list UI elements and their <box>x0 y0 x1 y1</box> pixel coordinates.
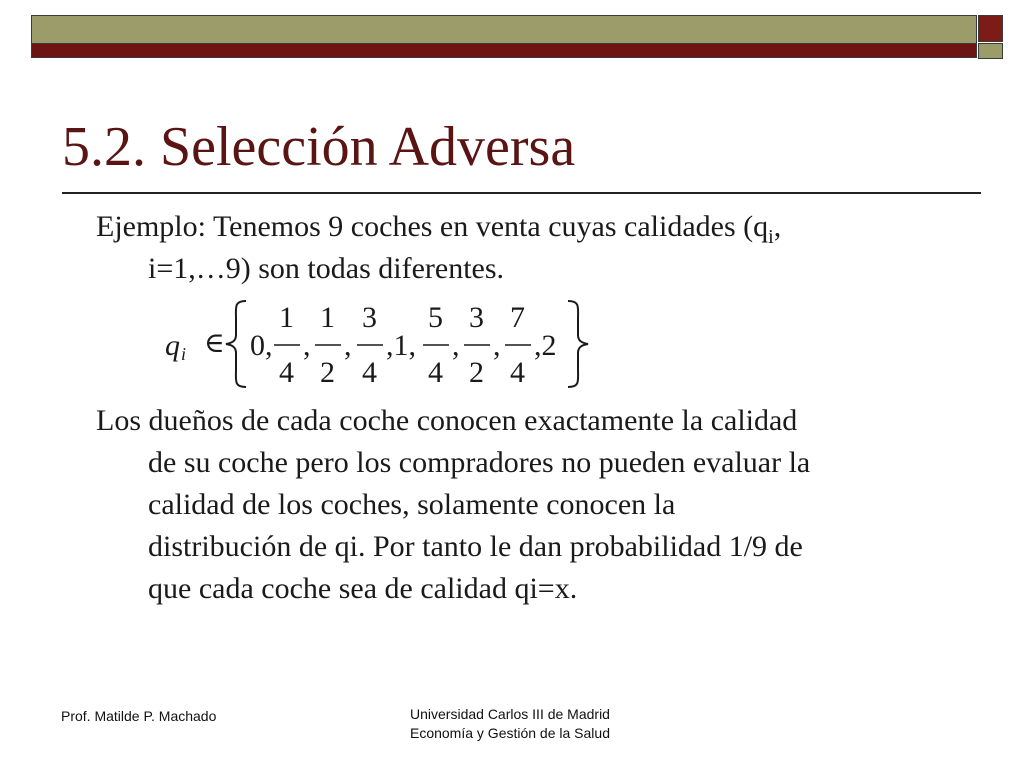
footer-university: Universidad Carlos III de Madrid <box>410 706 610 722</box>
right-brace <box>568 301 588 387</box>
frac2-num: 1 <box>320 301 335 334</box>
frac3-den: 4 <box>362 356 377 389</box>
frac1-num: 1 <box>279 301 294 334</box>
formula-variable: q <box>165 329 180 362</box>
explanation-line-5: que cada coche sea de calidad qi=x. <box>148 572 578 605</box>
header-bar-stripe <box>32 43 976 57</box>
header-bar <box>31 15 977 58</box>
comma-4: , <box>452 329 460 362</box>
footer-author: Prof. Matilde P. Machado <box>61 708 217 724</box>
token-one: ,1, <box>386 329 416 362</box>
corner-square-dark <box>978 15 1003 42</box>
frac1-den: 4 <box>279 356 294 389</box>
formula-subscript: i <box>181 344 187 364</box>
formula-element-of: ∈ <box>204 328 225 359</box>
explanation-line-4: distribución de qi. Por tanto le dan probabilidad 1/9 de <box>148 530 803 563</box>
frac2-den: 2 <box>320 356 335 389</box>
footer-institution <box>386 705 634 743</box>
example-line-1: Ejemplo: Tenemos 9 coches en venta cuyas calidades ($q_i$, <box>96 210 782 248</box>
frac6-num: 7 <box>510 301 525 334</box>
token-zero: 0, <box>250 329 273 362</box>
frac3-num: 3 <box>362 301 377 334</box>
frac4-den: 4 <box>428 356 443 389</box>
frac6-den: 4 <box>510 356 525 389</box>
example-paragraph <box>96 206 781 290</box>
frac5-den: 2 <box>469 356 484 389</box>
title-divider <box>62 192 981 194</box>
left-brace <box>226 301 246 387</box>
corner-square-light <box>978 43 1003 59</box>
explanation-line-2: de su coche pero los compradores no pueden evaluar la <box>148 446 811 479</box>
comma-2: , <box>344 329 352 362</box>
token-two: ,2 <box>534 329 557 362</box>
explanation-line-1: Los dueños de cada coche conocen exactamente la calidad <box>96 404 798 437</box>
quality-set-formula <box>160 297 600 391</box>
comma-1: , <box>303 329 311 362</box>
example-line-2: i=1,…9) son todas diferentes. <box>148 252 505 285</box>
explanation-paragraph <box>96 400 810 610</box>
frac5-num: 3 <box>469 301 484 334</box>
explanation-line-3: calidad de los coches, solamente conocen la <box>148 488 676 521</box>
comma-5: , <box>493 329 501 362</box>
frac4-num: 5 <box>428 301 443 334</box>
footer-program: Economía y Gestión de la Salud <box>409 725 610 741</box>
slide-title: 5.2. Selección Adversa <box>62 116 576 178</box>
